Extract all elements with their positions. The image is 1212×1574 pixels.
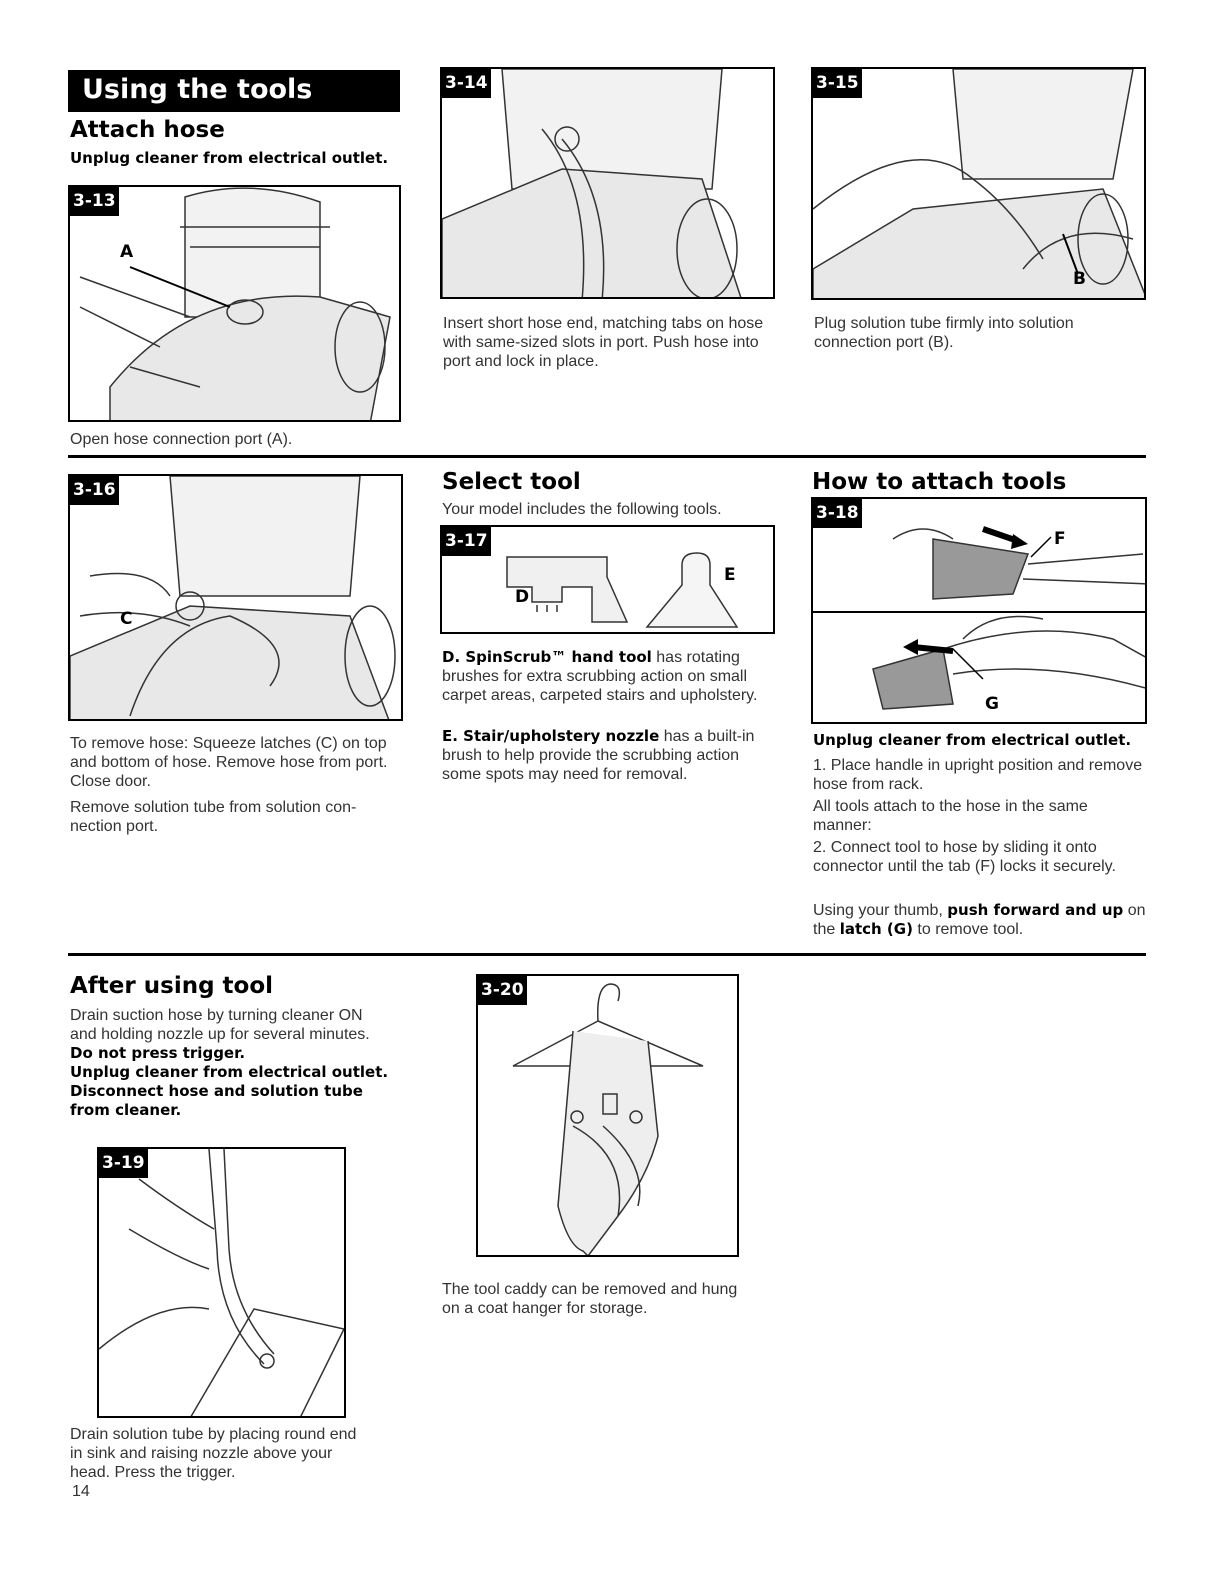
tool-e-name: E. Stair/upholstery nozzle [442,727,660,745]
figure-3-14 [440,67,775,299]
section-divider [68,953,1146,956]
label-d: D [515,587,530,607]
hose-insert-illustration [442,69,775,299]
figure-tag: 3-14 [442,69,491,98]
figure-3-16-caption-2: Remove solution tube from solution con- nection port. [70,799,357,835]
figure-tag: 3-13 [70,187,119,216]
attach-tools-illustration [813,499,1147,724]
select-tool-heading: Select tool [442,469,581,495]
after-using-text: Drain suction hose by turning cleaner ON and holding nozzle up for several minutes. Do not press trigger. Unplug cleaner from electrical outlet. Disconnect hose and solution tube from cleaner. [70,1007,389,1119]
tool-d-description [442,648,777,705]
figure-3-19-caption: Drain solution tube by placing round end in sink and raising nozzle above your head. Press the trigger. [70,1426,357,1481]
tool-d-text: has rotating brushes for extra scrubbing action on small carpet areas, carpeted stairs and upholstery. [442,649,758,704]
figure-tag: 3-15 [813,69,862,98]
tool-e-description [442,727,777,784]
figure-3-15-caption: Plug solution tube firmly into solution connection port (B). [814,315,1074,351]
page-number: 14 [72,1483,90,1500]
label-a: A [120,242,134,262]
section-title-banner [68,70,400,112]
how-attach-subheading: Unplug cleaner from electrical outlet. [813,731,1132,749]
coat-hanger-caddy-illustration [478,976,739,1257]
attach-hose-heading: Attach hose [70,117,225,143]
figure-tag: 3-16 [70,476,119,505]
how-attach-thumb-instruction: Using your thumb, push forward and up on the latch (G) to remove tool. [813,901,1146,938]
figure-3-17 [440,525,775,634]
label-e: E [724,565,736,585]
figure-3-16 [68,474,403,721]
hose-remove-illustration [70,476,403,721]
label-b: B [1073,269,1086,289]
figure-3-16-caption-1: To remove hose: Squeeze latches (C) on top and bottom of hose. Remove hose from port. Close door. [70,735,388,790]
figure-3-19 [97,1147,346,1418]
figure-3-14-caption: Insert short hose end, matching tabs on hose with same-sized slots in port. Push hose into port and lock in place. [443,315,764,370]
label-g: G [985,694,999,714]
figure-tag: 3-19 [99,1149,148,1178]
attach-hose-subheading: Unplug cleaner from electrical outlet. [70,149,389,167]
select-tool-intro: Your model includes the following tools. [442,501,722,518]
tool-d-name: D. SpinScrub™ hand tool [442,648,652,666]
figure-tag: 3-20 [478,976,527,1005]
after-using-heading: After using tool [70,973,274,999]
figure-tag: 3-18 [813,499,862,528]
vacuum-port-illustration [70,187,401,422]
solution-tube-illustration [813,69,1146,300]
label-c: C [120,609,133,629]
how-attach-step-1: 1. Place handle in upright position and remove hose from rack. [813,757,1143,793]
drain-tube-illustration [99,1149,346,1418]
figure-3-13-caption: Open hose connection port (A). [70,431,293,448]
figure-3-20-caption: The tool caddy can be removed and hung on a coat hanger for storage. [442,1281,738,1317]
figure-3-15 [811,67,1146,300]
label-f: F [1054,529,1066,549]
figure-3-13 [68,185,401,422]
section-divider [68,455,1146,458]
tool-e-text: has a built-in brush to help provide the scrubbing action some spots may need for removal. [442,728,755,783]
how-attach-step-2: 2. Connect tool to hose by sliding it onto connector until the tab (F) locks it securely. [813,839,1116,875]
how-attach-note: All tools attach to the hose in the same manner: [813,798,1088,834]
how-attach-heading: How to attach tools [812,469,1067,495]
figure-3-18 [811,497,1147,724]
section-title: Using the tools [82,74,313,105]
figure-tag: 3-17 [442,527,491,556]
figure-3-20 [476,974,739,1257]
